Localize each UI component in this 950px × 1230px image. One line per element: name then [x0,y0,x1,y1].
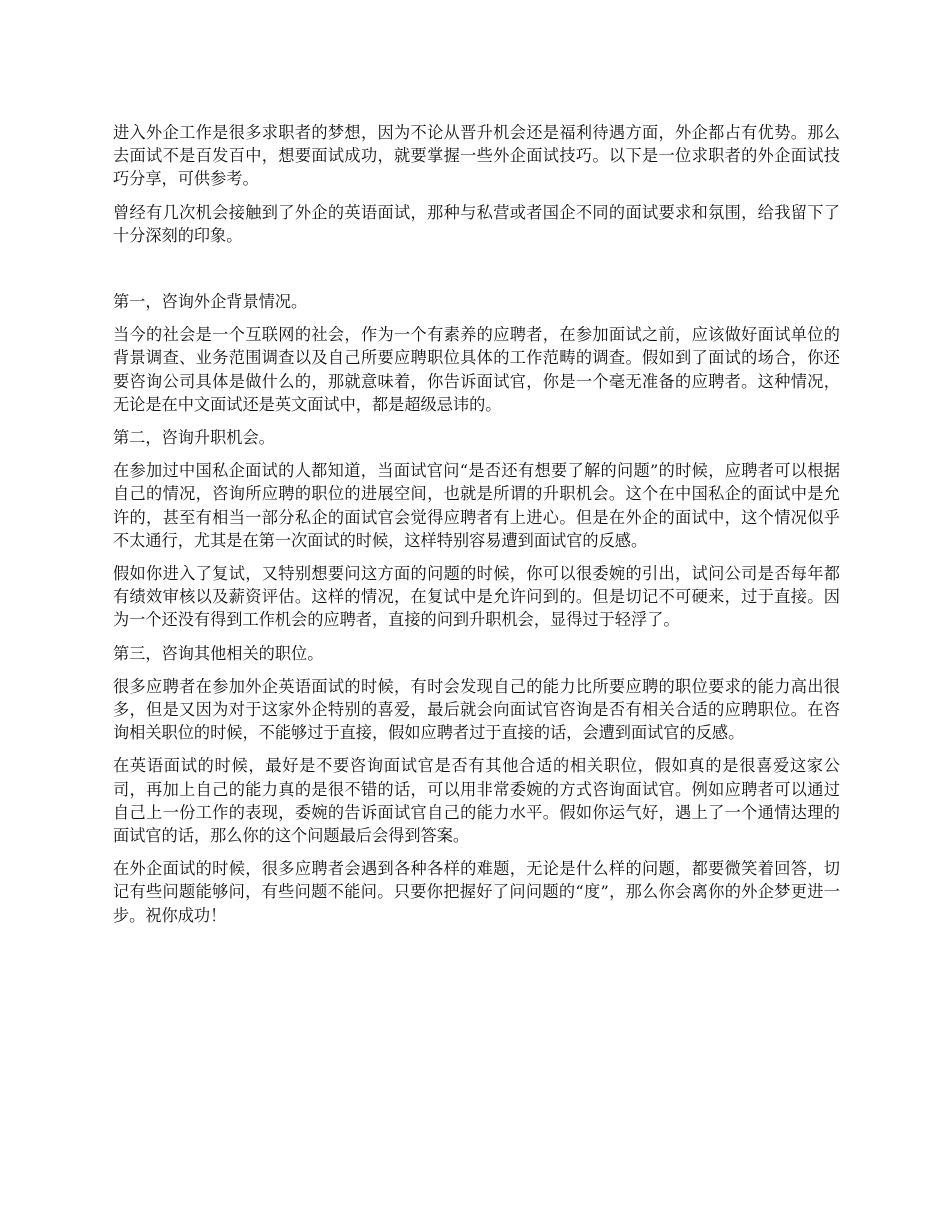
experience-paragraph: 曾经有几次机会接触到了外企的英语面试，那种与私营或者国企不同的面试要求和氛围，给我留下了十分深刻的印象。 [113,202,840,245]
closing-paragraph: 在外企面试的时候，很多应聘者会遇到各种各样的难题，无论是什么样的问题，都要微笑着回答，切记有些问题能够问，有些问题不能问。只要你把握好了问问题的“度”，那么你会离你的外企梦更进一步。祝你成功！ [113,859,840,925]
section-1-paragraph: 当今的社会是一个互联网的社会，作为一个有素养的应聘者，在参加面试之前，应该做好面试单位的背景调查、业务范围调查以及自己所要应聘职位具体的工作范畴的调查。假如到了面试的场合，你还要咨询公司具体是做什么的，那就意味着，你告诉面试官，你是一个毫无准备的应聘者。这种情况，无论是在中文面试还是英文面试中，都是超级忌讳的。 [113,325,840,414]
section-heading-3: 第三，咨询其他相关的职位。 [113,643,324,663]
section-2-paragraph-2: 假如你进入了复试，又特别想要问这方面的问题的时候，你可以很委婉的引出，试问公司是否每年都有绩效审核以及薪资评估。这样的情况，在复试中是允许问到的。但是切记不可硬来，过于直接。因为一个还没有得到工作机会的应聘者，直接的问到升职机会，显得过于轻浮了。 [113,564,840,630]
section-2-paragraph-1: 在参加过中国私企面试的人都知道，当面试官问“是否还有想要了解的问题”的时候，应聘者可以根据自己的情况，咨询所应聘的职位的进展空间，也就是所谓的升职机会。这个在中国私企的面试中是允许的，甚至有相当一部分私企的面试官会觉得应聘者有上进心。但是在外企的面试中，这个情况似乎不太通行，尤其是在第一次面试的时候，这样特别容易遭到面试官的反感。 [113,461,840,550]
section-3-paragraph-1: 很多应聘者在参加外企英语面试的时候，有时会发现自己的能力比所要应聘的职位要求的能力高出很多，但是又因为对于这家外企特别的喜爱，最后就会向面试官咨询是否有相关合适的应聘职位。在咨询相关职位的时候，不能够过于直接，假如应聘者过于直接的话，会遭到面试官的反感。 [113,676,840,743]
section-heading-1: 第一，咨询外企背景情况。 [113,292,308,312]
document-body [113,121,840,937]
section-3-paragraph-2: 在英语面试的时候，最好是不要咨询面试官是否有其他合适的相关职位，假如真的是很喜爱这家公司，再加上自己的能力真的是很不错的话，可以用非常委婉的方式咨询面试官。例如应聘者可以通过自己上一份工作的表现，委婉的告诉面试官自己的能力水平。假如你运气好，遇上了一个通情达理的面试官的话，那么你的这个问题最后会得到答案。 [113,756,840,846]
section-spacer [113,257,840,290]
section-heading-2: 第二，咨询升职机会。 [113,428,275,448]
intro-paragraph: 进入外企工作是很多求职者的梦想，因为不论从晋升机会还是福利待遇方面，外企都占有优势。那么去面试不是百发百中，想要面试成功，就要掌握一些外企面试技巧。以下是一位求职者的外企面试技巧分享，可供参考。 [113,123,840,189]
